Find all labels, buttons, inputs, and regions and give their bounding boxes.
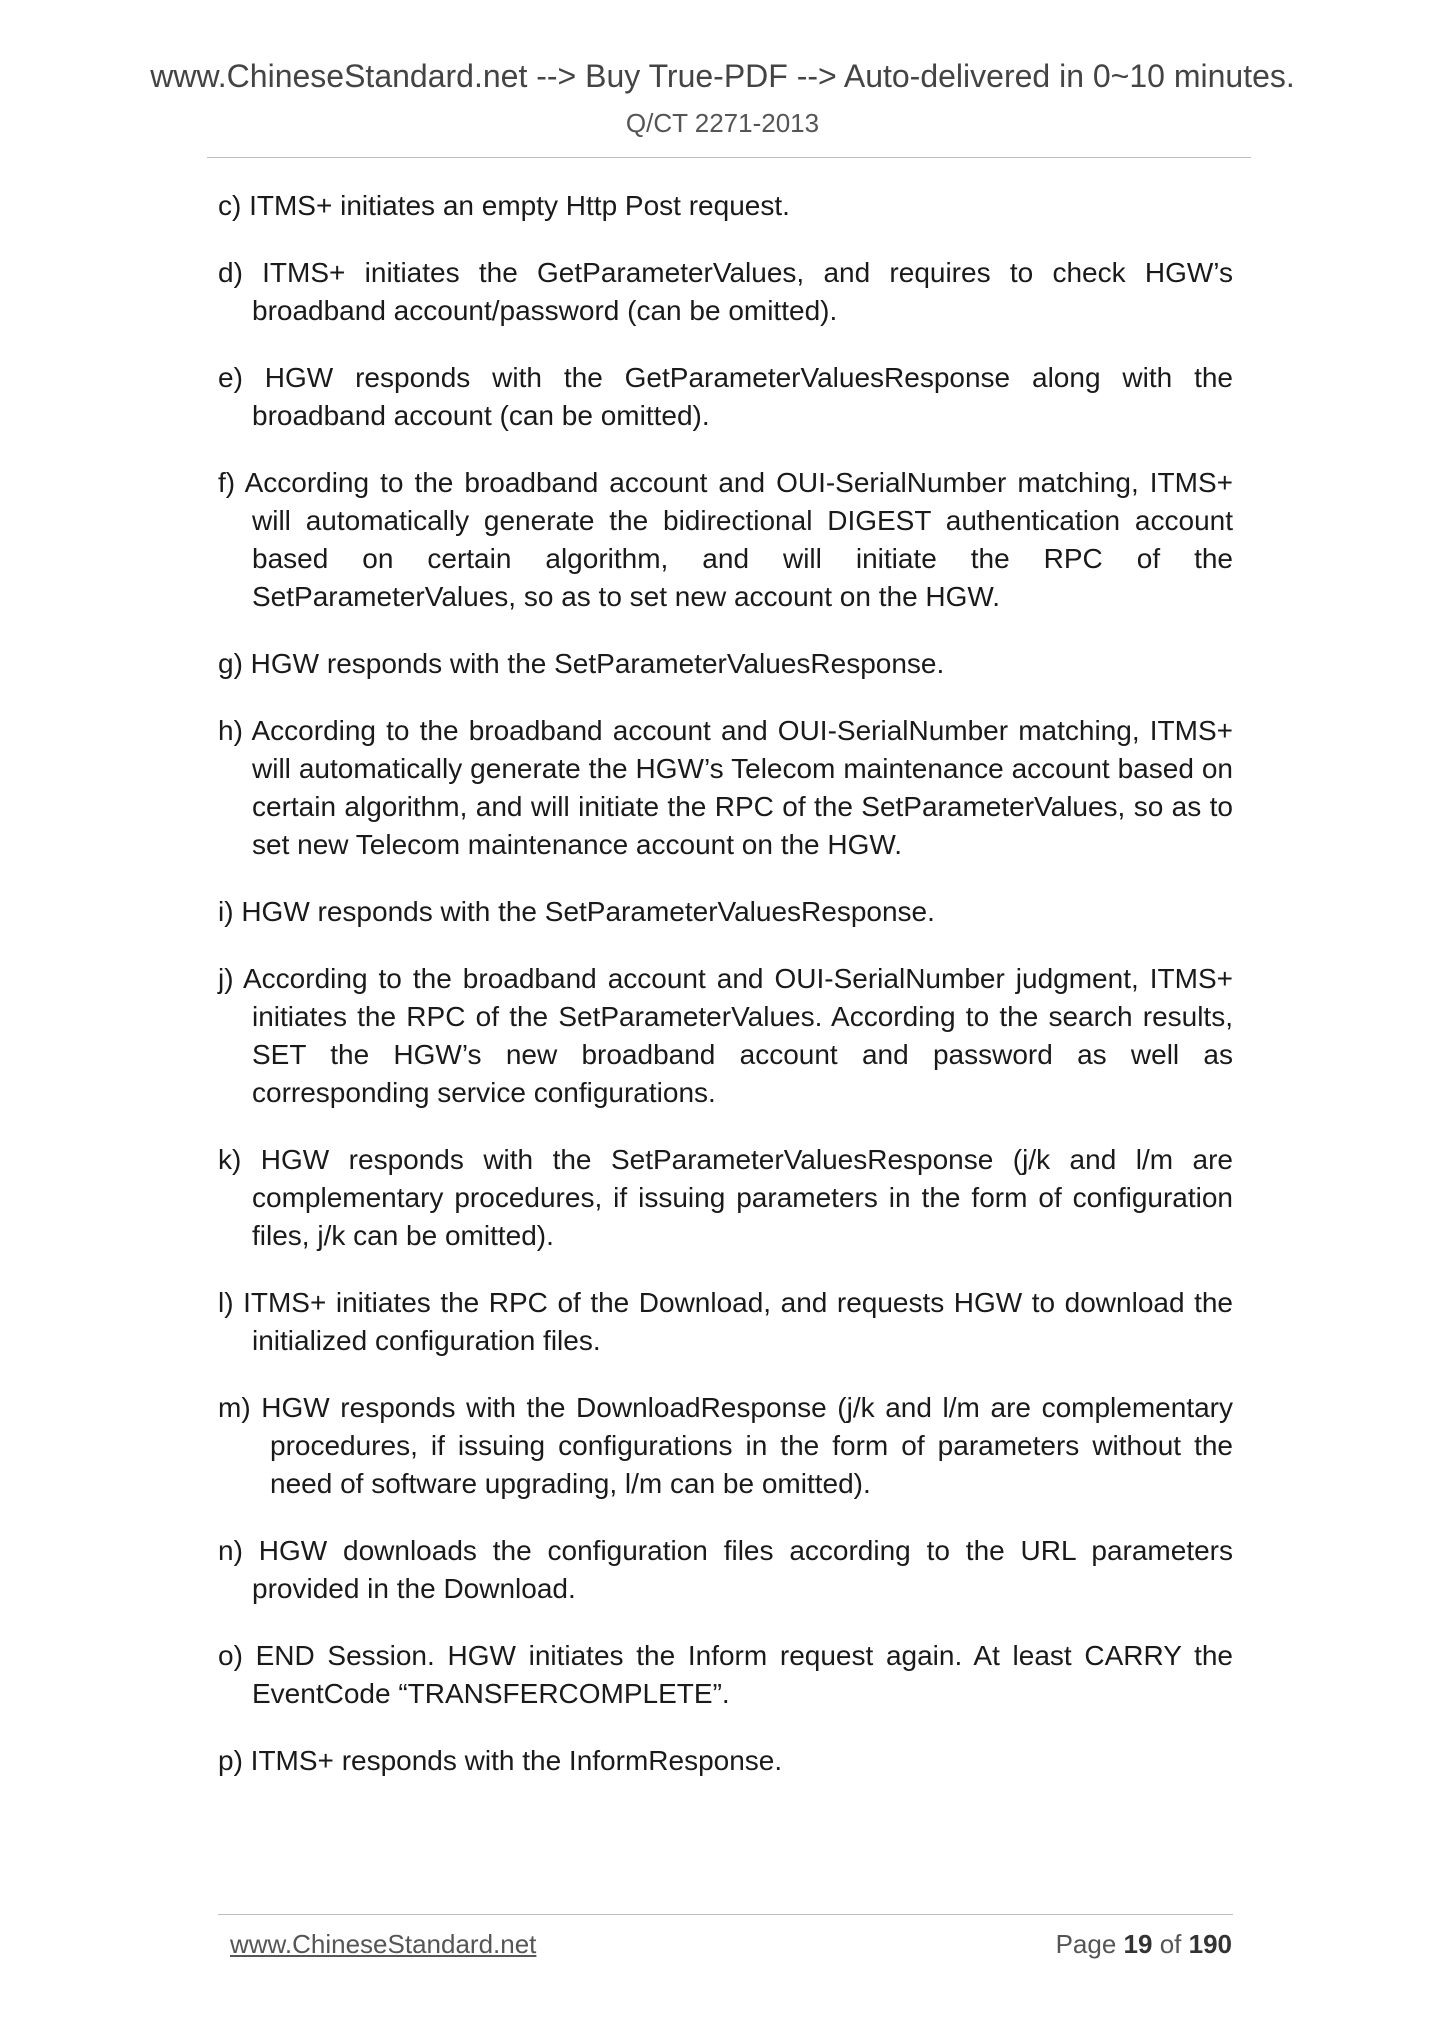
list-item-o: o) END Session. HGW initiates the Inform request again. At least CARRY the EventCode “TRANSFERCOMPLETE”.	[218, 1640, 1233, 1709]
document-id: Q/CT 2271-2013	[625, 108, 820, 138]
list-item-l: l) ITMS+ initiates the RPC of the Download, and requests HGW to download the initialized configuration files.	[218, 1287, 1233, 1356]
footer-site-link[interactable]: www.ChineseStandard.net	[230, 1929, 537, 1959]
header-divider	[207, 157, 1251, 158]
list-item-j: j) According to the broadband account and OUI-SerialNumber judgment, ITMS+ initiates the RPC of the SetParameterValues. According to the search results, SET the HGW’s new broadband account and password as well as corresponding service configurations.	[218, 963, 1233, 1108]
list-item-n: n) HGW downloads the configuration files according to the URL parameters provided in the Download.	[218, 1535, 1233, 1604]
total-pages: 190	[1188, 1929, 1232, 1959]
of-label: of	[1159, 1929, 1182, 1959]
header-banner: www.ChineseStandard.net --> Buy True-PDF --> Auto-delivered in 0~10 minutes.	[150, 58, 1295, 94]
list-item-d: d) ITMS+ initiates the GetParameterValues, and requires to check HGW’s broadband account/password (can be omitted).	[218, 257, 1233, 326]
page-label: Page	[1055, 1929, 1117, 1959]
list-item-c: c) ITMS+ initiates an empty Http Post request.	[218, 190, 790, 221]
list-item-i: i) HGW responds with the SetParameterValuesResponse.	[218, 896, 935, 927]
list-item-g: g) HGW responds with the SetParameterValuesResponse.	[218, 648, 945, 679]
page-number: 19	[1123, 1929, 1153, 1959]
list-item-k: k) HGW responds with the SetParameterValuesResponse (j/k and l/m are complementary procedures, if issuing parameters in the form of configuration files, j/k can be omitted).	[218, 1144, 1233, 1251]
list-item-h: h) According to the broadband account and OUI-SerialNumber matching, ITMS+ will automatically generate the HGW’s Telecom maintenance account based on certain algorithm, and will initiate the RPC of the SetParameterValues, so as to set new Telecom maintenance account on the HGW.	[218, 715, 1233, 860]
page-indicator	[1056, 1929, 1232, 1960]
list-item-p: p) ITMS+ responds with the InformResponse.	[218, 1745, 783, 1776]
list-item-e: e) HGW responds with the GetParameterValuesResponse along with the broadband account (can be omitted).	[218, 362, 1233, 431]
list-item-m: m) HGW responds with the DownloadResponse (j/k and l/m are complementary procedures, if issuing configurations in the form of parameters without the need of software upgrading, l/m can be omitted).	[218, 1392, 1233, 1499]
procedure-list	[218, 187, 1233, 1809]
footer-divider	[218, 1914, 1233, 1915]
list-item-f: f) According to the broadband account and OUI-SerialNumber matching, ITMS+ will automatically generate the bidirectional DIGEST authentication account based on certain algorithm, and will initiate the RPC of the SetParameterValues, so as to set new account on the HGW.	[218, 467, 1233, 612]
